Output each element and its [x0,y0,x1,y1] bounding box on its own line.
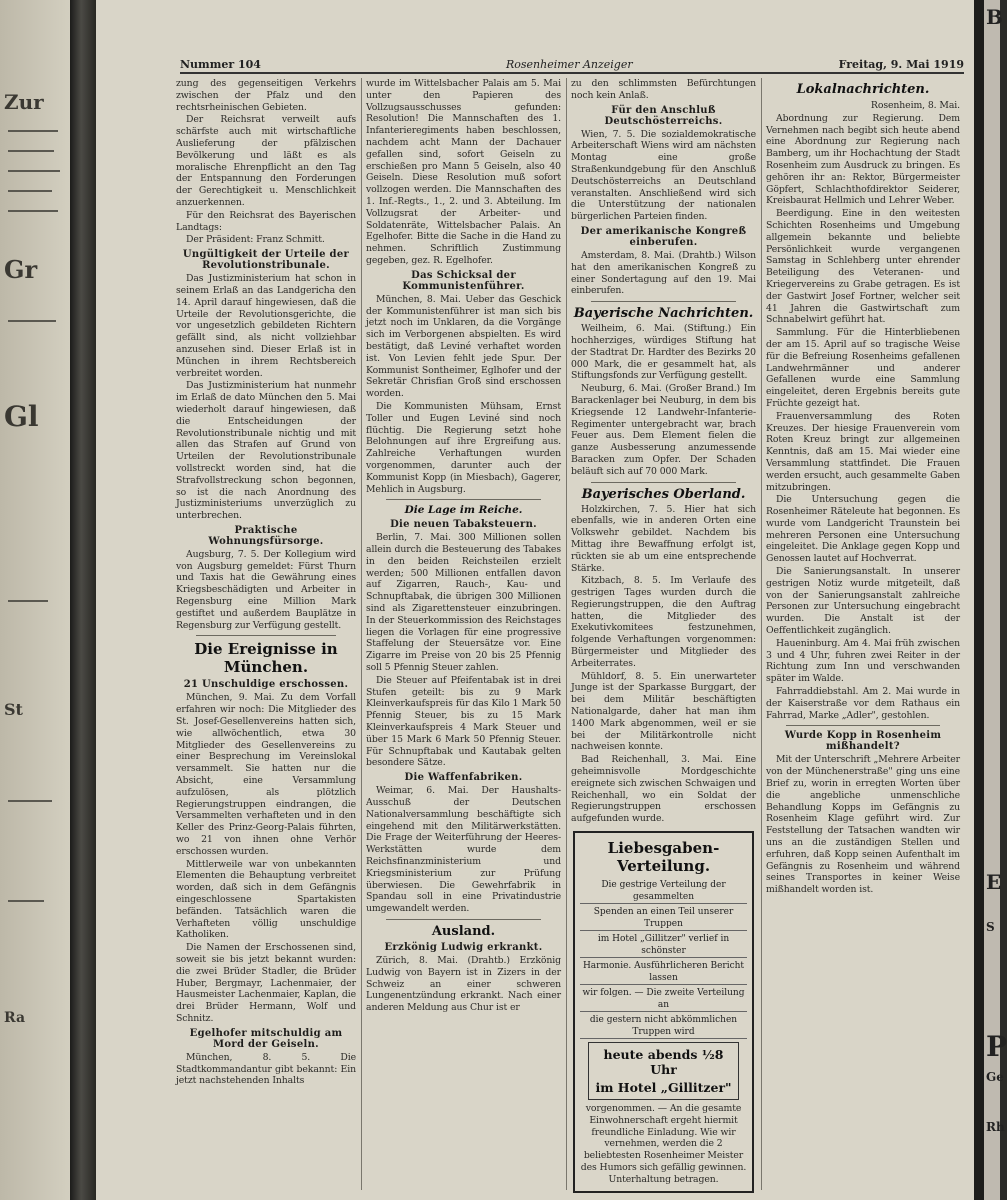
article-headline: Ungültigkeit der Urteile der Revolutionstribunale. [182,249,350,272]
article-text: zung des gegenseitigen Verkehrs zwischen der Pfalz und den rechtsrheinischen Gebieten. [176,78,356,113]
ad-time: heute abends ½8 Uhr [603,1047,724,1078]
prev-text-line [8,600,48,602]
article-headline: Die Waffenfabriken. [404,772,523,784]
article-headline: Für den Anschluß Deutschösterreichs. [604,104,723,127]
article-text: Wien, 7. 5. Die sozialdemokratische Arbeiterschaft Wiens wird am nächsten Montag eine große Straßenkundgebung für den Anschluß Deutschösterreichs an Deutschland veranstalten. Anschließend wird sich die Unterstützung der nationalen bürgerlichen Parteien finden. [571,128,756,223]
next-page-char: E [986,870,1002,894]
next-page-fragment [984,0,1000,1200]
ad-line: Harmonie. Ausführlicheren Bericht lassen [580,960,747,985]
next-page-char: S [986,920,995,934]
advertisement-liebesgaben [573,831,754,1193]
article-text: Zürich, 8. Mai. (Drahtb.) Erzkönig Ludwig von Bayern ist in Zizers in der Schweiz an einer schweren Lungenentzündung erkrankt. Nach einer anderen Meldung aus Chur ist er [366,955,561,1014]
ad-line: im Hotel „Gillitzer" verlief in schönster [580,933,747,958]
section-headline: Ausland. [431,924,496,939]
ad-line: die gestern nicht abkömmlichen Truppen wird [580,1014,747,1039]
column-rule [761,78,762,1190]
article-headline: Egelhofer mitschuldig am Mord der Geiseln. [189,1027,343,1050]
article-separator [591,301,736,302]
article-text: Frauenversammlung des Roten Kreuzes. Der hiesige Frauenverein vom Roten Kreuz bringt zur allgemeinen Kenntnis, daß am 15. Mai wieder eine Versammlung stattfindet. Die Frauen werden ersucht, auch gesammelte Gaben mitzubringen. [766,410,960,493]
article-text: Fahrraddiebstahl. Am 2. Mai wurde in der Kaiserstraße vor dem Rathaus ein Fahrrad, Marke „Adler", gestohlen. [766,686,960,721]
article-headline: Der amerikanische Kongreß einberufen. [580,225,747,248]
article-text: Kitzbach, 8. 5. Im Verlaufe des gestrigen Tages wurden durch die Regierungstruppen, die den Auftrag hatten, die Mitglieder des Exekutivkomitees festzunehmen, folgende Verhaftungen vorgenommen: Bürgermeister und Mitglieder des Arbeiterrates. [571,575,756,669]
prev-text-line [8,170,60,172]
column-1 [176,78,356,1190]
header-rule [180,72,964,74]
article-separator [386,499,541,500]
next-page-char: Ge [986,1070,1004,1084]
article-headline: Das Schicksal der Kommunistenführer. [402,269,525,292]
article-separator [196,635,336,636]
book-spine [70,0,98,1200]
article-text: Augsburg, 7. 5. Der Kollegium wird von Augsburg gemeldet: Fürst Thurn und Taxis hat die Gewährung eines Kriegsbeschädigten und Arbeiter in Regensburg eine Million Mark gestiftet und außerdem Bauplätze in Regensburg zur Verfügung gestellt. [176,548,356,631]
column-rule [566,78,567,1190]
prev-word: Zur [4,90,44,114]
prev-text-line [8,320,56,322]
column-4 [766,78,960,1190]
article-headline: Erzkönig Ludwig erkrankt. [384,942,543,953]
article-text: Abordnung zur Regierung. Dem Vernehmen nach begibt sich heute abend eine Abordnung zur Regierung nach Bamberg, um ihr Hochachtung der Stadt Rosenheim zum Ausdruck zu bringen. Es gehören ihr an: Rektor, Bürgermeister Göpfert, Schlachthofdirektor Seiderer, Kreisbaurat Hellmich und Lehrer Weber. [766,112,960,207]
article-separator [386,919,541,920]
article-text: zu den schlimmsten Befürchtungen noch kein Anlaß. [571,78,756,101]
newspaper-page [96,0,974,1200]
prev-text-line [8,190,52,192]
next-page-char: P [986,1030,1007,1063]
next-page-char: Rh [986,1120,1005,1134]
issue-number: Nummer 104 [180,58,261,71]
article-text: Mit der Unterschrift „Mehrere Arbeiter von der Münchenerstraße" ging uns eine Brief zu, worin in erregten Worten über die angebliche unmenschliche Behandlung Kopps im Gefängnis zu Rosenheim Klage geführt wird. Zur Feststellung der Tatsachen wandten wir uns an die zuständigen Stellen und erfuhren, daß Kopp seinen Aufenthalt im Gefängnis zu Rosenheim und während seines Transportes in keiner Weise mißhandelt worden ist. [766,754,960,896]
section-headline: Die Ereignisse in München. [194,640,338,677]
article-signature: Der Präsident: Franz Schmitt. [186,234,325,246]
prev-word: Gr [4,255,38,284]
article-text: Mühldorf, 8. 5. Ein unerwarteter Junge ist der Sparkasse Burggart, der bei dem Militär beschäftigten Nationalgarde, daher hat man ihm 1400 Mark abgenommen, weil er sie bei der Militärkontrolle nicht nachweisen konnte. [571,670,756,753]
article-text: München, 9. Mai. Zu dem Vorfall erfahren wir noch: Die Mitglieder des St. Josef-Gesellenvereins hatten sich, wie allwöchentlich, etwa 30 Mitglieder des Gesellenvereins zu einer Besprechung im Vereinslokal versammelt. Sie hatten nur die Absicht, eine Versammlung aufzulösen, als plötzlich Regierungstruppen eindrangen, die Versammelten verhafteten und in den Keller des Prinz-Georg-Palais führten, wo 21 von ihnen ohne Verhör erschossen wurden. [176,692,356,857]
ad-text: vorgenommen. — An die gesamte Einwohnerschaft ergeht hiermit freundliche Einladung. Wie wir vernehmen, werden die 2 beliebtesten Rosenheimer Meister des Humors sich gefällig gewinnen. Unterhaltung betragen. [580,1103,747,1185]
article-text: Berlin, 7. Mai. 300 Millionen sollen allein durch die Besteuerung des Tabakes in den beiden Reichsteilen erzielt werden; 500 Millionen entfallen davon auf Zigarren, Rauch-, Kau- und Schnupftabak, die übrigen 300 Millionen sind als Zigarettensteuer einzubringen. In der Steuerkommission des Reichstages liegen die Vorlagen für eine progressive Staffelung der Steuersätze vor. Eine Zigarre im Preise von 20 bis 25 Pfennig soll 5 Pfennig Steuer zahlen. [366,532,561,674]
article-text: Die Namen der Erschossenen sind, soweit sie bis jetzt bekannt wurden: die zwei Brüder Stadler, die Brüder Huber, Bergmayr, Lachenmaier, der Hausmeister Lachenmaier, Kaplan, die drei Brüder Hermann, Wolf und Schnitz. [176,942,356,1024]
section-headline: Bayerisches Oberland. [581,486,746,502]
article-text: Neuburg, 6. Mai. (Großer Brand.) Im Barackenlager bei Neuburg, in dem bis Kriegsende 12 Landwehr-Infanterie-Regimenter untergebracht war, brach Feuer aus. Dem Element fielen die ganze Ausbesserung anzumessende Baracken zum Opfer. Der Schaden beläuft sich auf 70 000 Mark. [571,383,756,477]
prev-text-line [8,210,58,212]
article-text: Mittlerweile war von unbekannten Elementen die Behauptung verbreitet worden, daß sich in dem Gefängnis eingeschlossene Spartakisten befänden. Tatsächlich waren die Verhafteten völlig unschuldige Katholiken. [176,858,356,941]
issue-date: Freitag, 9. Mai 1919 [838,58,964,71]
section-headline: Die Lage im Reiche. [404,504,523,517]
newspaper-title: Rosenheimer Anzeiger [506,58,633,71]
prev-word: Ra [4,1010,26,1026]
article-text: Das Justizministerium hat nunmehr im Erlaß de dato München den 5. Mai wiederholt darauf hingewiesen, daß die Entscheidungen der Revolutionstribunale nichtig und mit allen das Strafen auf Grund von Urteilen der Revolutionstribunale vollstreckt worden sind, hat die Strafvollstreckung schon begonnen, so ist die nach Anordnung des Justizministeriums unverzüglich zu unterbrechen. [176,380,356,522]
prev-text-line [8,800,52,802]
prev-text-line [8,130,58,132]
ad-line: Die gestrige Verteilung der gesammelten [580,879,747,904]
article-headline: Wurde Kopp in Rosenheim mißhandelt? [784,730,942,753]
article-headline: Praktische Wohnungsfürsorge. [208,524,324,547]
article-text: Der Reichsrat verweilt aufs schärfste auch mit wirtschaftliche Auslieferung der pfälzischen Bevölkerung und läßt es als moralische Ehrenpflicht an den Tag der Entspannung den Forderungen der Gerechtigkeit u. Menschlichkeit anzuerkennen. [176,114,356,208]
dateline: Rosenheim, 8. Mai. [870,100,960,111]
article-text: Haueninburg. Am 4. Mai früh zwischen 3 und 4 Uhr, fuhren zwei Reiter in der Richtung zum Inn und verschwanden später im Walde. [766,637,960,685]
ad-highlight-box [588,1042,739,1100]
article-text: Beerdigung. Eine in den weitesten Schichten Rosenheims und Umgebung allgemein bekannte und beliebte Persönlichkeit wurde vergangenen Samstag in Schlehberg unter ehrender Beteiligung des Veteranen- und Kriegervereins zu Grabe getragen. Es ist der Gastwirt Josef Fortner, welcher seit 41 Jahren die Gastwirtschaft zum Schnabelwirt geführt hat. [766,208,960,326]
prev-text-line [8,900,44,902]
column-3 [571,78,756,1190]
page-header [180,58,964,78]
article-text: Amsterdam, 8. Mai. (Drahtb.) Wilson hat den amerikanischen Kongreß zu einer Sondertagung auf den 19. Mai einberufen. [571,249,756,297]
column-2 [366,78,561,1190]
prev-text-line [8,150,54,152]
prev-word: Gl [4,400,39,433]
article-text: München, 8. Mai. Ueber das Geschick der Kommunistenführer ist man sich bis jetzt noch im Unklaren, da die Vorgänge sich im Verborgenen abspielten. Es wird bestätigt, daß Leviné verhaftet worden ist. Von Levien fehlt jede Spur. Der Kommunist Sontheimer, Eglhofer und der Sekretär Chrisfian Groß sind erschossen worden. [366,293,561,400]
article-headline: 21 Unschuldige erschossen. [183,679,349,691]
article-text: Die Steuer auf Pfeifentabak ist in drei Stufen geteilt: bis zu 9 Mark Kleinverkaufspreis für das Kilo 1 Mark 50 Pfennig Steuer, bis zu 15 Mark Kleinverkaufspreis 4 Mark Steuer und über 15 Mark 6 Mark 50 Pfennig Steuer. Für Schnupftabak und Kautabak gelten besondere Sätze. [366,674,561,769]
prev-word: St [4,700,23,719]
article-headline: Die neuen Tabaksteuern. [390,519,537,531]
column-rule [361,78,362,1190]
article-text: Bad Reichenhall, 3. Mai. Eine geheimnisvolle Mordgeschichte ereignete sich zwischen Schwaigen und Reichenhall, wo ein Soldat der Regierungstruppen erschossen aufgefunden wurde. [571,754,756,825]
article-text: wurde im Wittelsbacher Palais am 5. Mai unter den Papieren des Vollzugsausschusses gefunden: Resolution! Die Mannschaften des 1. Infanterieregiments haben beschlossen, nachdem acht Mann der Dachauer gefallen sind, sofort Geiseln zu erschießen pro Mann 5 Geiseln, also 40 Geiseln. Diese Resolution muß sofort vollzogen werden. Die Mannschaften des 1. Inf.-Regts., 1., 2. und 3. Abteilung. Im Vollzugsrat der Arbeiter- und Soldatenräte, Wittelsbacher Palais. An Egelhofer. Bitte die Sache in die Hand zu nehmen. Schriftlich Zustimmung gegeben, gez. R. Egelhofer. [366,78,561,266]
ad-title: Liebesgaben-Verteilung. [607,839,720,876]
article-text: Das Justizministerium hat schon in seinem Erlaß an das Landgericha den 14. April darauf hingewiesen, daß die Urteile der Revolutionsgerichte, die vor ungesetzlich gebildeten Richtern gefällt sind, als nicht vollziehbar anzusehen sind. Dieser Erlaß ist in München in ihrem Rechtsbereich verbreitet worden. [176,273,356,379]
section-headline: Bayerische Nachrichten. [573,306,754,322]
article-text: Die Sanierungsanstalt. In unserer gestrigen Notiz wurde mitgeteilt, daß von der Sanierungsanstalt zahlreiche Personen zur Untersuchung eingebracht wurden. Die Anstalt ist der Oeffentlichkeit zugänglich. [766,566,960,637]
article-text: Weimar, 6. Mai. Der Haushalts-Ausschuß der Deutschen Nationalversammlung beschäftigte sich eingehend mit den Militärwerkstätten. Die Frage der Weiterführung der Heeres-Werkstätten wurde dem Reichsfinanzministerium und Kriegsministerium zur Prüfung überwiesen. Die Gewehrfabrik in Spandau soll in eine Privatindustrie umgewandelt werden. [366,785,561,915]
ad-line: Spenden an einen Teil unserer Truppen [580,906,747,931]
ad-line: wir folgen. — Die zweite Verteilung an [580,987,747,1012]
article-separator [786,725,940,726]
ad-venue: im Hotel „Gillitzer" [595,1080,732,1096]
article-text: Die Kommunisten Mühsam, Ernst Toller und Eugen Leviné sind noch flüchtig. Die Regierung setzt hohe Belohnungen auf ihre Ergreifung aus. Zahlreiche Verhaftungen wurden vorgenommen, darunter auch der Kommunist Kopp (in Miesbach), Gagerer, Mehlich in Augsburg. [366,400,561,495]
article-text: Holzkirchen, 7. 5. Hier hat sich ebenfalls, wie in anderen Orten eine Volkswehr gebildet. Nachdem bis Mittag ihre Bewaffnung erfolgt ist, rückten sie ab um eine entsprechende Stärke. [571,503,756,574]
article-text: Weilheim, 6. Mai. (Stiftung.) Ein hochherziges, würdiges Stiftung hat der Stadtrat Dr. Hardter des Bezirks 20 000 Mark, die er gesammelt hat, als Stiftungsfonds zur Verfügung gestellt. [571,323,756,382]
article-text: Die Untersuchung gegen die Rosenheimer Räteleute hat begonnen. Es wurde vom Landgericht Traunstein bei mehreren Personen eine Untersuchung eingeleitet. Die Anklage gegen Kopp und Genossen lautet auf Hochverrat. [766,494,960,565]
next-page-char: B [986,5,1003,29]
section-headline: Lokalnachrichten. [796,82,930,97]
article-separator [591,482,736,483]
article-text: Sammlung. Für die Hinterbliebenen der am 15. April auf so tragische Weise für die Befreiung Rosenheims gefallenen Landwehrmänner und anderer Gefallenen wurde eine Sammlung eingeleitet, deren Ergebnis bereits gute Früchte gezeigt hat. [766,327,960,409]
article-text: Für den Reichsrat des Bayerischen Landtags: [176,209,356,233]
article-text: München, 8. 5. Die Stadtkommandantur gibt bekannt: Ein jetzt nachstehenden Inhalts [176,1051,356,1087]
